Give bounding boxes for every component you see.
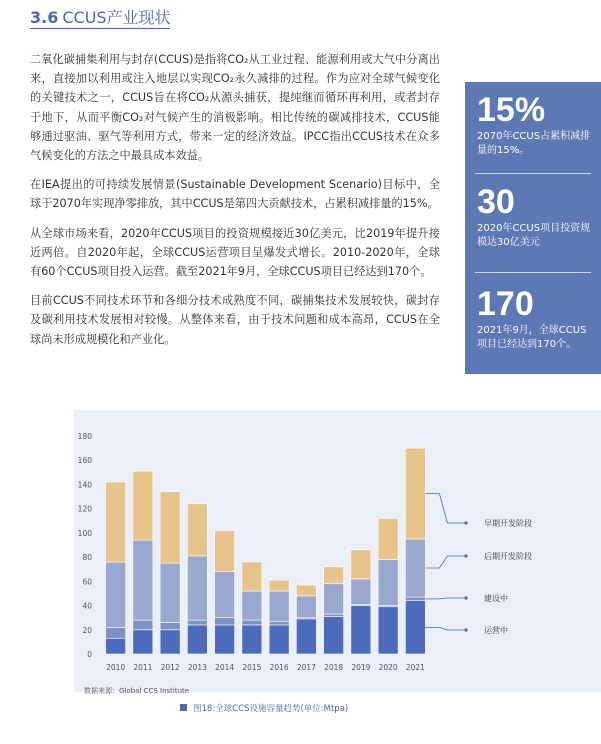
legend-label-3: 早期开发阶段: [484, 519, 532, 528]
x-tick-label: 2015: [242, 663, 262, 672]
paragraph-intro: 二氧化碳捕集利用与封存(CCUS)是指将CO₂从工业过程、能源利用或大气中分离出来，直接加以利用或注入地层以实现CO₂永久减排的过程。作为应对全球气候变化的关键技术之一，CCUS旨在将CO₂从源头捕获，提纯继而循环再利用，或者封存于地下，从而平衡CO₂对气候产生的消极影响。相比传统的碳减排技术，CCUS能够通过驱油、驱气等利用方式，带来一定的经济效益。IPCC指出CCUS技术在众多气候变化的方法之中最具成本效益。: [30, 53, 440, 163]
bar-segment-2016-3: [269, 580, 289, 591]
bar-segment-2021-1: [405, 597, 425, 601]
legend-dot: [464, 554, 467, 557]
caption-marker-icon: [180, 704, 187, 711]
bar-segment-2011-0: [133, 630, 153, 654]
bar-segment-2012-0: [160, 630, 180, 654]
bar-segment-2014-2: [215, 572, 235, 618]
y-tick-label: 160: [77, 456, 92, 466]
bar-segment-2020-2: [378, 560, 398, 606]
bar-segment-2011-1: [133, 620, 153, 630]
x-tick-label: 2011: [133, 663, 153, 672]
x-tick-label: 2014: [215, 663, 235, 672]
bar-segment-2019-2: [351, 579, 371, 604]
x-tick-label: 2019: [351, 663, 371, 672]
bar-segment-2016-0: [269, 625, 289, 654]
stat-15-percent: [465, 90, 601, 158]
bar-segment-2016-1: [269, 621, 289, 625]
bar-segment-2019-0: [351, 606, 371, 654]
legend-label-1: 建设中: [484, 594, 508, 603]
bar-segment-2015-2: [242, 591, 262, 620]
x-tick-label: 2010: [106, 663, 126, 672]
stat-value: 30: [477, 183, 515, 221]
bar-segment-2010-2: [106, 562, 126, 627]
y-tick-label: 60: [82, 577, 92, 587]
bar-segment-2010-3: [106, 482, 126, 562]
stat-value: 170: [477, 285, 534, 323]
bar-segment-2020-0: [378, 607, 398, 654]
bar-segment-2017-3: [296, 585, 316, 596]
bar-segment-2018-2: [324, 584, 344, 614]
y-tick-label: 80: [82, 553, 92, 563]
y-tick-label: 140: [77, 480, 92, 490]
bar-segment-2014-3: [215, 530, 235, 571]
stat-desc: 2020年CCUS项目投资规模达30亿美元: [477, 223, 591, 248]
bar-segment-2019-3: [351, 550, 371, 579]
x-tick-label: 2021: [405, 663, 425, 672]
stat-170: [465, 284, 601, 352]
legend-leader-line: [425, 627, 466, 630]
legend-leader-line: [425, 556, 466, 568]
section-title: CCUS产业现状: [62, 8, 171, 27]
caption-text: 图18:全球CCS设施容量趋势(单位:Mtpa): [193, 704, 349, 714]
bar-segment-2010-0: [106, 638, 126, 654]
paragraph-market: 从全球市场来看，2020年CCUS项目的投资规模接近30亿美元，比2019年提升接近两倍。自2020年起，全球CCUS运营项目呈爆发式增长。2010-2020年，全球有60个CCUS项目投入运营。截至2021年9月，全球CCUS项目已经达到170个。: [30, 226, 440, 279]
bar-segment-2013-3: [187, 504, 207, 556]
bar-segment-2015-1: [242, 620, 262, 625]
y-tick-label: 120: [77, 504, 92, 514]
chart-panel: [74, 410, 601, 692]
bar-segment-2013-2: [187, 556, 207, 620]
chart-source: 数据来源：Global CCS Institute: [84, 687, 190, 695]
bar-segment-2013-0: [187, 625, 207, 654]
stats-sidebar: [465, 82, 601, 374]
legend-label-2: 后期开发阶段: [484, 552, 532, 561]
bar-segment-2014-1: [215, 618, 235, 625]
bar-segment-2021-0: [405, 601, 425, 654]
ccs-capacity-chart: [74, 410, 601, 692]
bar-segment-2011-2: [133, 540, 153, 620]
bar-segment-2012-2: [160, 563, 180, 622]
bar-segment-2018-1: [324, 614, 344, 616]
section-number: 3.6: [30, 8, 59, 27]
bar-segment-2021-2: [405, 539, 425, 597]
legend-leader-line: [425, 494, 466, 523]
bar-segment-2021-3: [405, 448, 425, 539]
bar-segment-2014-0: [215, 625, 235, 654]
x-tick-label: 2017: [296, 663, 316, 672]
legend-dot: [464, 596, 467, 599]
bar-segment-2013-1: [187, 620, 207, 625]
y-tick-label: 20: [82, 625, 92, 635]
y-tick-label: 180: [77, 432, 92, 441]
x-tick-label: 2018: [324, 663, 344, 672]
x-tick-label: 2016: [269, 663, 289, 672]
bar-segment-2018-3: [324, 567, 344, 584]
bar-segment-2020-3: [378, 518, 398, 559]
bar-segment-2017-0: [296, 619, 316, 654]
legend-label-0: 运营中: [484, 626, 508, 635]
bar-segment-2015-3: [242, 562, 262, 591]
header-divider: [30, 28, 170, 29]
stat-divider: [475, 272, 591, 273]
body-text: [30, 50, 440, 359]
stat-divider: [475, 173, 591, 174]
x-tick-label: 2020: [378, 663, 398, 672]
x-tick-label: 2012: [160, 663, 180, 672]
legend-leader-line: [425, 598, 466, 599]
x-tick-label: 2013: [187, 663, 207, 672]
legend-dot: [464, 628, 467, 631]
y-tick-label: 100: [77, 528, 92, 538]
y-tick-label: 40: [82, 601, 92, 611]
bar-segment-2011-3: [133, 471, 153, 540]
bar-segment-2012-3: [160, 492, 180, 563]
bar-segment-2012-1: [160, 623, 180, 630]
y-tick-label: 0: [87, 650, 92, 659]
stat-desc: 2021年9月，全球CCUS项目已经达到170个。: [477, 325, 587, 350]
stat-desc: 2070年CCUS占累积减排量的15%。: [477, 131, 591, 156]
paragraph-iea: 在IEA提出的可持续发展情景(Sustainable Development Scenario)目标中，全球于2070年实现净零排放，其中CCUS是第四大贡献技术，占累积减排量的15%。: [30, 178, 440, 211]
bar-segment-2018-0: [324, 616, 344, 654]
chart-caption: [180, 702, 348, 714]
paragraph-status: 目前CCUS不同技术环节和各细分技术成熟度不同，碳捕集技术发展较快，碳封存及碳利用技术发展相对较慢。从整体来看，由于技术问题和成本高昂，CCUS在全球尚未形成规模化和产业化。: [30, 294, 440, 346]
stat-30: [465, 182, 601, 250]
legend-dot: [464, 521, 467, 524]
stat-value: 15%: [477, 91, 546, 129]
bar-segment-2010-1: [106, 627, 126, 638]
bar-segment-2017-2: [296, 596, 316, 618]
bar-segment-2016-2: [269, 591, 289, 621]
bar-segment-2015-0: [242, 625, 262, 654]
